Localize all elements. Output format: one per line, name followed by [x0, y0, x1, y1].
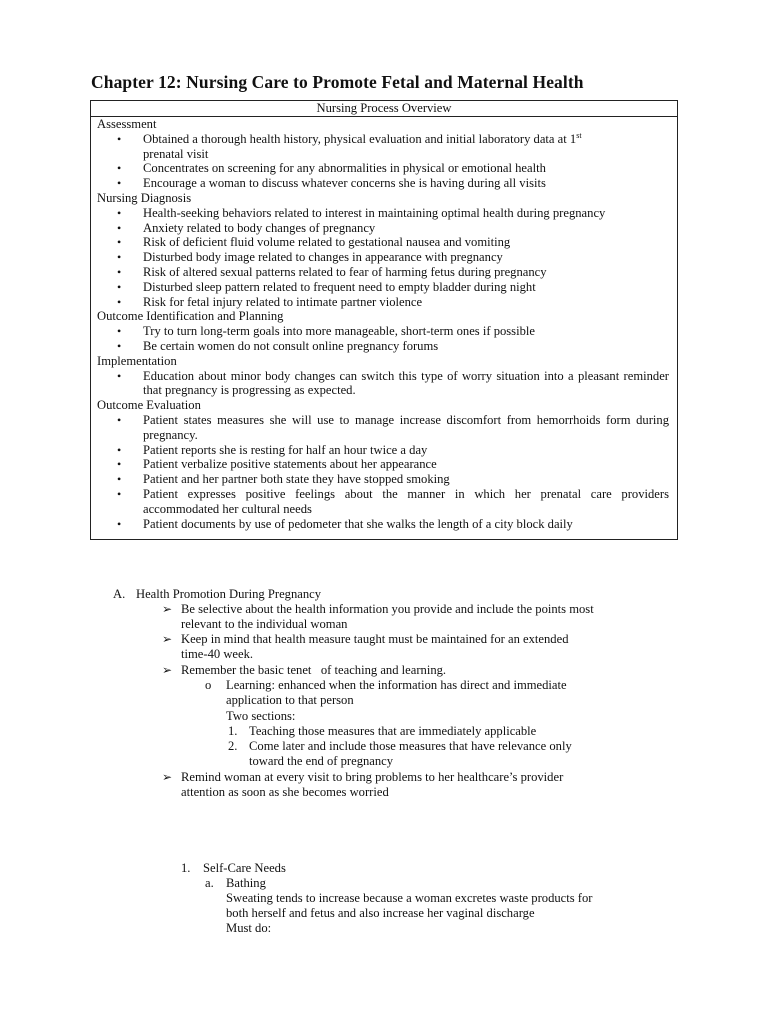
bullet-icon: • [117, 176, 122, 191]
bathing-para-line2: both herself and fetus and also increase her vaginal discharge [226, 906, 535, 920]
must-do-label: Must do: [226, 921, 272, 935]
overview-list-item [91, 413, 677, 443]
bathing-para-line1: Sweating tends to increase because a woman excretes waste products for [226, 891, 593, 905]
bullet-icon: • [117, 161, 122, 176]
overview-bullet-list [91, 413, 677, 531]
overview-item-text: Health-seeking behaviors related to interest in maintaining optimal health during pregnancy [143, 205, 606, 220]
overview-item-continuation: prenatal visit [143, 146, 209, 161]
overview-list-item [91, 265, 677, 280]
bathing-title: Bathing [226, 876, 266, 890]
overview-section-heading: Nursing Diagnosis [97, 190, 192, 205]
two-sections-label: Two sections: [226, 709, 296, 723]
ordinal-superscript: st [576, 130, 582, 140]
overview-item-text: Patient reports she is resting for half an hour twice a day [143, 442, 428, 457]
overview-list-item [91, 472, 677, 487]
num2-line2: toward the end of pregnancy [249, 754, 394, 768]
overview-list-item [91, 443, 677, 458]
section-a-marker: A. [113, 587, 126, 601]
bullet-icon: • [117, 220, 122, 235]
chapter-title: Chapter 12: Nursing Care to Promote Fetal and Maternal Health [91, 72, 584, 92]
overview-list-item [91, 487, 677, 517]
self-care-marker: 1. [181, 861, 191, 875]
overview-bullet-list [91, 132, 677, 191]
num1-text: Teaching those measures that are immediately applicable [249, 724, 537, 738]
overview-list-item [91, 369, 677, 399]
overview-item-text: Be certain women do not consult online pregnancy forums [143, 338, 439, 353]
overview-item-text: Patient and her partner both state they have stopped smoking [143, 472, 450, 487]
overview-item-text: Disturbed sleep pattern related to frequent need to empty bladder during night [143, 279, 536, 294]
bullet-icon: • [117, 205, 122, 220]
overview-list-item [91, 250, 677, 265]
overview-item-text: Obtained a thorough health history, physical evaluation and initial laboratory data at 1 [143, 131, 577, 146]
overview-list-item [91, 295, 677, 310]
arrow4-line2: attention as soon as she becomes worried [181, 785, 389, 799]
overview-list-item [91, 161, 677, 176]
overview-list-item [91, 457, 677, 472]
overview-list-item [91, 235, 677, 250]
section-a-title: Health Promotion During Pregnancy [136, 587, 322, 601]
arrow1-line1: Be selective about the health information you provide and include the points most [181, 602, 594, 616]
arrow1-line2: relevant to the individual woman [181, 617, 348, 631]
bullet-icon: • [117, 235, 122, 250]
overview-item-text: Patient verbalize positive statements about her appearance [143, 457, 437, 472]
overview-title: Nursing Process Overview [91, 101, 677, 117]
overview-bullet-list [91, 369, 677, 399]
overview-list-item [91, 324, 677, 339]
overview-item-text: Anxiety related to body changes of pregnancy [143, 220, 376, 235]
arrow3-text: Remember the basic tenet of teaching and learning. [181, 663, 447, 677]
overview-list-item [91, 517, 677, 532]
arrow4-line1: Remind woman at every visit to bring problems to her healthcare’s provider [181, 770, 564, 784]
overview-item-text: Try to turn long-term goals into more manageable, short-term ones if possible [143, 324, 535, 339]
bullet-icon: • [117, 324, 122, 339]
overview-section-heading: Implementation [97, 353, 177, 368]
overview-bullet-list [91, 206, 677, 310]
overview-item-text: Concentrates on screening for any abnormalities in physical or emotional health [143, 161, 546, 176]
overview-list-item [91, 280, 677, 295]
overview-body [91, 117, 677, 531]
overview-list-item [91, 132, 677, 162]
overview-item-text: Disturbed body image related to changes in appearance with pregnancy [143, 250, 503, 265]
bullet-icon: • [117, 486, 122, 501]
overview-item-text: Encourage a woman to discuss whatever concerns she is having during all visits [143, 176, 546, 191]
bullet-icon: • [117, 294, 122, 309]
self-care-title: Self-Care Needs [203, 861, 286, 875]
overview-list-item [91, 206, 677, 221]
overview-section-heading: Outcome Evaluation [97, 398, 201, 413]
learning-line1: Learning: enhanced when the information has direct and immediate [226, 678, 567, 692]
overview-list-item [91, 339, 677, 354]
nursing-process-overview-table [90, 100, 678, 540]
arrow-bullet-icon: ➢ [162, 770, 173, 784]
sub-bullet-marker: o [205, 678, 212, 692]
bullet-icon: • [117, 338, 122, 353]
overview-item-text: Risk of altered sexual patterns related to fear of harming fetus during pregnancy [143, 264, 547, 279]
bullet-icon: • [117, 442, 122, 457]
bullet-icon: • [117, 472, 122, 487]
bullet-icon: • [117, 412, 122, 427]
bullet-icon: • [117, 131, 122, 146]
overview-bullet-list [91, 324, 677, 354]
overview-item-text: Risk for fetal injury related to intimate partner violence [143, 294, 423, 309]
num2-line1: Come later and include those measures that have relevance only [249, 739, 572, 753]
overview-section-heading: Outcome Identification and Planning [97, 309, 284, 324]
learning-line2: application to that person [226, 693, 354, 707]
overview-item-text: Education about minor body changes can switch this type of worry situation into a pleasant reminder that pregnancy is progressing as expected. [143, 368, 669, 398]
overview-list-item [91, 176, 677, 191]
overview-list-item [91, 221, 677, 236]
bathing-marker: a. [205, 876, 214, 890]
bullet-icon: • [117, 368, 122, 383]
overview-section-heading: Assessment [97, 117, 157, 131]
num2-marker: 2. [228, 739, 238, 753]
arrow2-line2: time-40 week. [181, 647, 254, 661]
overview-item-text: Patient expresses positive feelings about the manner in which her prenatal care providers accommodated her cultural needs [143, 486, 669, 516]
bullet-icon: • [117, 279, 122, 294]
bullet-icon: • [117, 516, 122, 531]
overview-item-text: Risk of deficient fluid volume related to gestational nausea and vomiting [143, 235, 511, 250]
overview-item-text: Patient documents by use of pedometer that she walks the length of a city block daily [143, 516, 573, 531]
num1-marker: 1. [228, 724, 238, 738]
overview-item-text: Patient states measures she will use to manage increase discomfort from hemorrhoids form during pregnancy. [143, 412, 669, 442]
arrow-bullet-icon: ➢ [162, 632, 173, 646]
bullet-icon: • [117, 264, 122, 279]
arrow2-line1: Keep in mind that health measure taught must be maintained for an extended [181, 632, 569, 646]
arrow-bullet-icon: ➢ [162, 602, 173, 616]
arrow-bullet-icon: ➢ [162, 663, 173, 677]
bullet-icon: • [117, 250, 122, 265]
bullet-icon: • [117, 457, 122, 472]
